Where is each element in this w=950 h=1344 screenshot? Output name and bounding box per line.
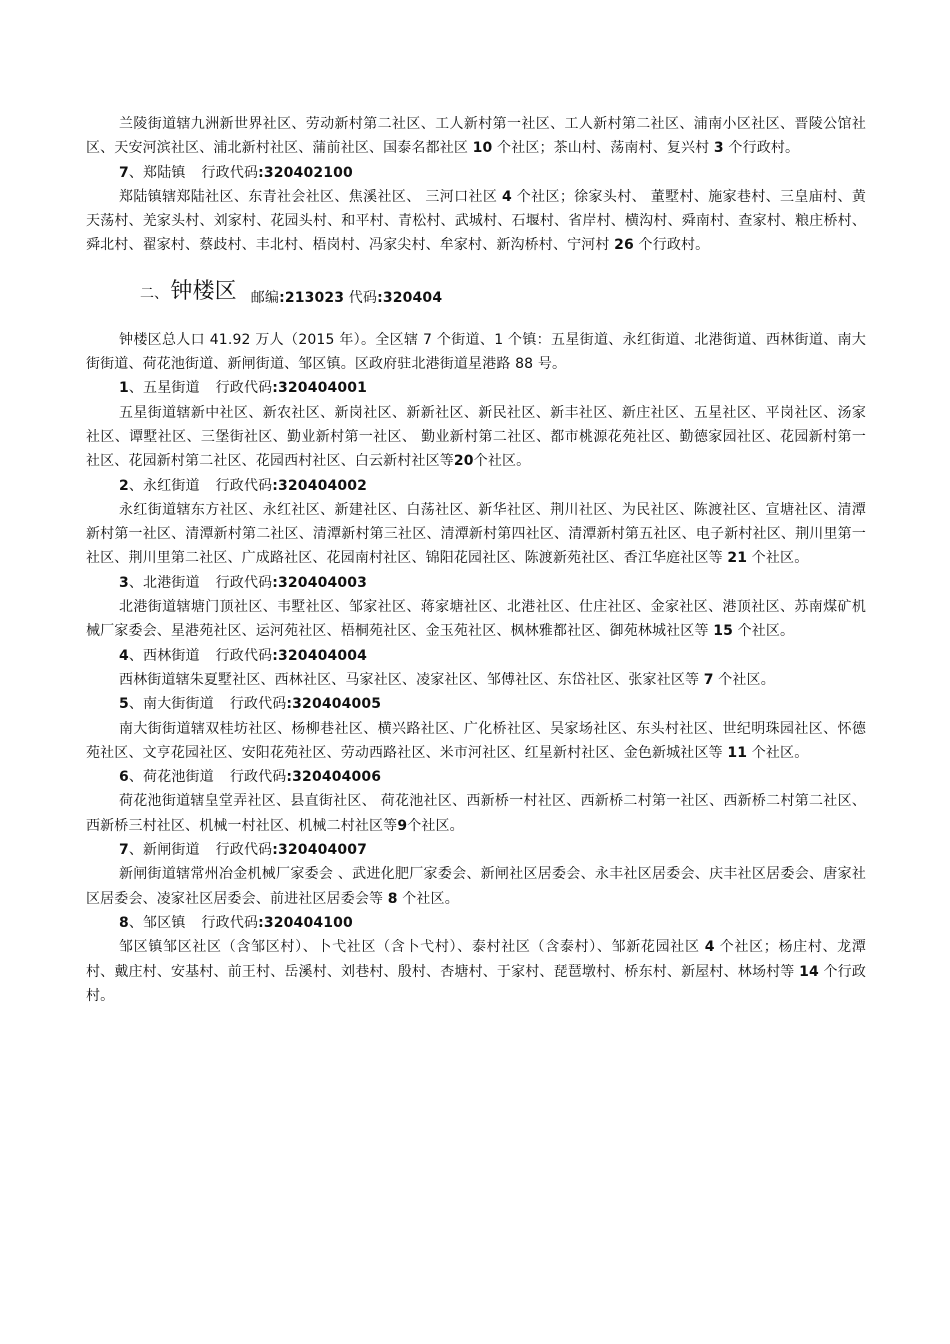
zhenglu-heading: [86, 161, 866, 185]
heading-name: 、北港街道: [128, 574, 200, 591]
community-count: 21: [727, 550, 748, 567]
admin-code: :320404005: [286, 696, 382, 713]
unit-heading: [86, 692, 866, 716]
admin-code: :320404007: [272, 842, 368, 859]
paragraph-text: 邹区镇邹区社区（含邹区村）、卜弋社区（含卜弋村）、泰村社区（含泰村）、邹新花园社区: [119, 939, 705, 956]
paragraph-text: 个社区。: [713, 671, 775, 688]
postcode-label: 邮编: [250, 289, 280, 306]
unit-paragraph: [86, 498, 866, 571]
heading-number: 6: [119, 769, 129, 786]
admin-code: :320404006: [286, 769, 382, 786]
district-meta: [251, 290, 442, 306]
unit-heading: [86, 838, 866, 862]
admin-code: :320404001: [272, 380, 368, 397]
paragraph-text: 个社区。: [407, 817, 464, 834]
paragraph-text: 新闸街道辖常州冶金机械厂家委会 、武进化肥厂家委会、新闸社区居委会、永丰社区居委会、庆丰社区居委会、唐家社区居委会、凌家社区居委会、前进社区居委会等: [86, 866, 866, 907]
village-count: 3: [713, 140, 724, 157]
paragraph-text: 南大街街道辖双桂坊社区、杨柳巷社区、横兴路社区、广化桥社区、吴家场社区、东头村社区、世纪明珠园社区、怀德苑社区、文亨花园社区、安阳花苑社区、劳动西路社区、米市河社区、红星新村社区、金色新城社区等: [86, 720, 866, 761]
heading-name: 、荷花池街道: [128, 769, 214, 786]
heading-name: 、西林街道: [128, 647, 200, 664]
community-count: 15: [713, 623, 733, 640]
unit-heading: [86, 765, 866, 789]
paragraph-text: 个行政村。: [723, 140, 800, 157]
code-label: 行政代码: [215, 477, 273, 494]
heading-name: 、郑陆镇: [128, 164, 186, 181]
heading-name: 、邹区镇: [128, 914, 186, 931]
heading-name: 、永红街道: [128, 477, 200, 494]
paragraph-text: 个社区；茶山村、荡南村、复兴村: [492, 140, 714, 157]
paragraph-text: 兰陵街道辖九洲新世界社区、劳动新村第二社区、工人新村第一社区、工人新村第二社区、浦南小区社区、晋陵公馆社区、天安河滨社区、浦北新村社区、蒲前社区、国泰名都社区: [86, 116, 866, 157]
heading-number: 5: [119, 696, 129, 713]
village-count: 26: [614, 237, 634, 254]
unit-heading: [86, 376, 866, 400]
district-ordinal: 二、: [140, 285, 169, 302]
code-label: 行政代码: [229, 696, 287, 713]
document-body: [86, 112, 866, 1008]
community-count: 4: [704, 939, 715, 956]
village-count: 14: [799, 963, 819, 980]
district-heading: [86, 280, 866, 316]
community-count: 10: [472, 140, 493, 157]
district-intro: 钟楼区总人口 41.92 万人（2015 年）。全区辖 7 个街道、1 个镇：五星街道、永红街道、北港街道、西林街道、南大街街道、荷花池街道、新闸街道、邹区镇。区政府驻北港街道星港路 88 号。: [86, 331, 866, 373]
paragraph-text: 个社区。: [747, 550, 809, 567]
heading-number: 2: [119, 477, 129, 494]
code-label: 行政代码: [201, 164, 259, 181]
zhenglu-paragraph: [86, 185, 866, 258]
community-count: 8: [387, 890, 398, 907]
paragraph-text: 北港街道辖塘门顶社区、韦墅社区、邹家社区、蒋家塘社区、北港社区、仕庄社区、金家社区、港顶社区、苏南煤矿机械厂家委会、星港苑社区、运河苑社区、梧桐苑社区、金玉苑社区、枫林雅都社区、御苑林城社区等: [86, 599, 866, 640]
paragraph-text: 个行政村。: [86, 963, 866, 1004]
admin-code: :320404003: [272, 574, 368, 591]
paragraph-text: 西林街道辖朱夏墅社区、西林社区、马家社区、凌家社区、邹傅社区、东岱社区、张家社区等: [119, 671, 704, 688]
lanling-paragraph: [86, 112, 866, 161]
paragraph-text: 个社区。: [473, 453, 531, 470]
paragraph-text: 五星街道辖新中社区、新农社区、新岗社区、新新社区、新民社区、新丰社区、新庄社区、五星社区、平岗社区、汤家社区、谭墅社区、三堡街社区、勤业新村第一社区、 勤业新村第二社区、都市桃源花苑社区、勤德家园社区、花园新村第一社区、花园新村第二社区、花园西村社区、白云新村社区等: [86, 404, 866, 470]
paragraph-text: 个社区。: [747, 744, 809, 761]
paragraph-text: 郑陆镇辖郑陆社区、东青社会社区、焦溪社区、 三河口社区: [119, 188, 503, 205]
heading-number: 7: [119, 842, 129, 859]
paragraph-text: 个社区。: [733, 623, 795, 640]
heading-number: 3: [119, 574, 129, 591]
heading-name: 、南大街街道: [128, 696, 214, 713]
unit-paragraph: [86, 862, 866, 911]
unit-paragraph: [86, 935, 866, 1008]
unit-heading: [86, 644, 866, 668]
code-label: 行政代码: [215, 574, 273, 591]
admin-code: :320404100: [258, 914, 353, 931]
paragraph-text: 永红街道辖东方社区、永红社区、新建社区、白荡社区、新华社区、荆川社区、为民社区、陈渡社区、宣塘社区、清潭新村第一社区、清潭新村第二社区、清潭新村第三社区、清潭新村第四社区、清潭新村第五社区、电子新村社区、荆川里第一社区、荆川里第二社区、广成路社区、花园南村社区、锦阳花园社区、陈渡新苑社区、香江华庭社区等: [86, 501, 866, 567]
admin-code: :320404004: [272, 647, 368, 664]
community-count: 11: [727, 744, 748, 761]
admin-code: :320402100: [258, 164, 353, 181]
unit-paragraph: [86, 789, 866, 838]
paragraph-text: 荷花池街道辖皇堂弄社区、县直街社区、 荷花池社区、西新桥一村社区、西新桥二村第一社区、西新桥二村第二社区、西新桥三村社区、机械一村社区、机械二村社区等: [86, 793, 866, 834]
unit-heading: [86, 911, 866, 935]
code-label: 行政代码: [201, 914, 259, 931]
heading-name: 、五星街道: [128, 380, 200, 397]
code-label: 行政代码: [215, 842, 273, 859]
paragraph-text: 个行政村。: [633, 237, 710, 254]
heading-name: 、新闸街道: [128, 842, 200, 859]
paragraph-text: 个社区；徐家头村、 董墅村、施家巷村、三皇庙村、黄天荡村、羌家头村、刘家村、花园头村、和平村、青松村、武城村、石堰村、省岸村、横沟村、舜南村、查家村、粮庄桥村、舜北村、翟家村、蔡歧村、丰北村、梧岗村、冯家尖村、牟家村、新沟桥村、宁河村: [86, 188, 866, 254]
unit-paragraph: [86, 595, 866, 644]
units-list: [86, 376, 866, 1008]
heading-number: 7: [119, 164, 129, 181]
heading-number: 4: [119, 647, 129, 664]
unit-heading: [86, 571, 866, 595]
district-code: :320404: [377, 289, 443, 306]
unit-heading: [86, 474, 866, 498]
admin-code: :320404002: [272, 477, 368, 494]
heading-number: 1: [119, 380, 129, 397]
district-name: 钟楼区: [170, 278, 237, 304]
code-label: 行政代码: [215, 380, 273, 397]
paragraph-text: 个社区；杨庄村、龙潭村、戴庄村、安基村、前王村、岳溪村、刘巷村、殷村、杏塘村、于家村、琵琶墩村、桥东村、新屋村、林场村等: [86, 939, 866, 980]
district-code-label: 代码: [348, 289, 378, 306]
code-label: 行政代码: [229, 769, 287, 786]
paragraph-text: 个社区。: [397, 890, 459, 907]
heading-number: 8: [119, 914, 129, 931]
postcode: :213023: [279, 289, 345, 306]
unit-paragraph: [86, 668, 866, 692]
code-label: 行政代码: [215, 647, 273, 664]
community-count: 4: [502, 188, 512, 205]
community-count: 20: [453, 453, 474, 470]
community-count: 7: [703, 671, 714, 688]
unit-paragraph: [86, 717, 866, 766]
unit-paragraph: [86, 401, 866, 474]
community-count: 9: [397, 817, 408, 834]
